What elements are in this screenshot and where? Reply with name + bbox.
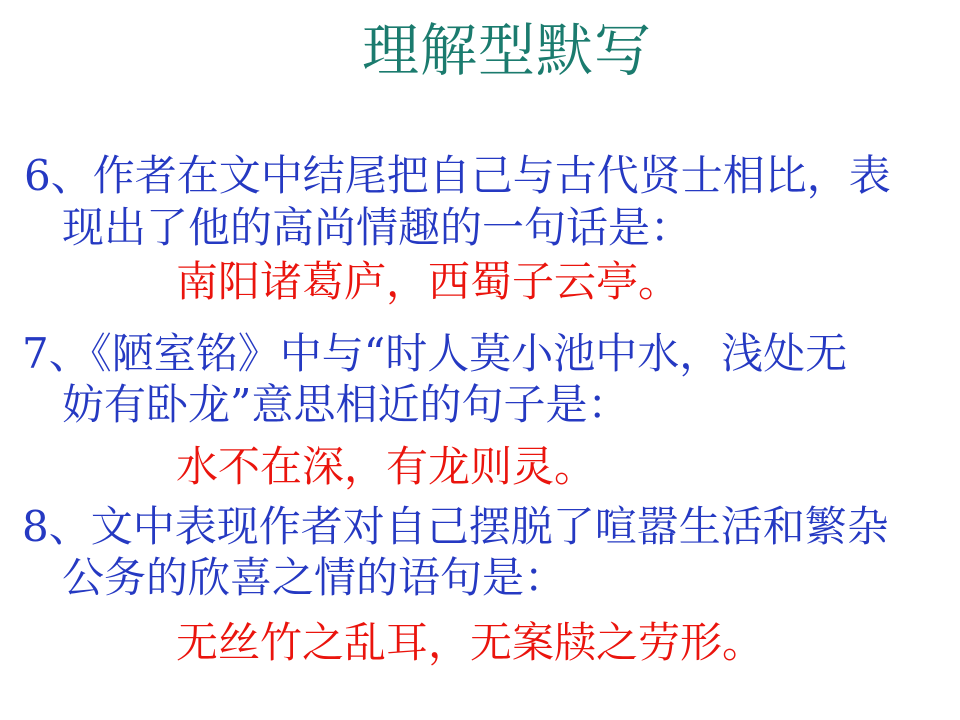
question-6-line-2: 现出了他的高尚情趣的一句话是： [62,203,693,252]
question-6-line-1: 6、作者在文中结尾把自己与古代贤士相比，表 [24,151,891,200]
answer-8: 无丝竹之乱耳，无案牍之劳形。 [176,618,765,667]
question-8-line-1: 8、文中表现作者对自己摆脱了喧嚣生活和繁杂 [22,502,889,551]
answer-6: 南阳诸葛庐，西蜀子云亭。 [176,257,681,306]
question-7-line-2: 妨有卧龙”意思相近的句子是： [62,380,630,429]
question-8-line-2: 公务的欣喜之情的语句是： [62,553,567,602]
slide-title: 理解型默写 [362,18,652,84]
question-7-line-1: 7、《陋室铭》中与“时人莫小池中水，浅处无 [22,329,848,378]
answer-7: 水不在深，有龙则灵。 [176,442,597,491]
